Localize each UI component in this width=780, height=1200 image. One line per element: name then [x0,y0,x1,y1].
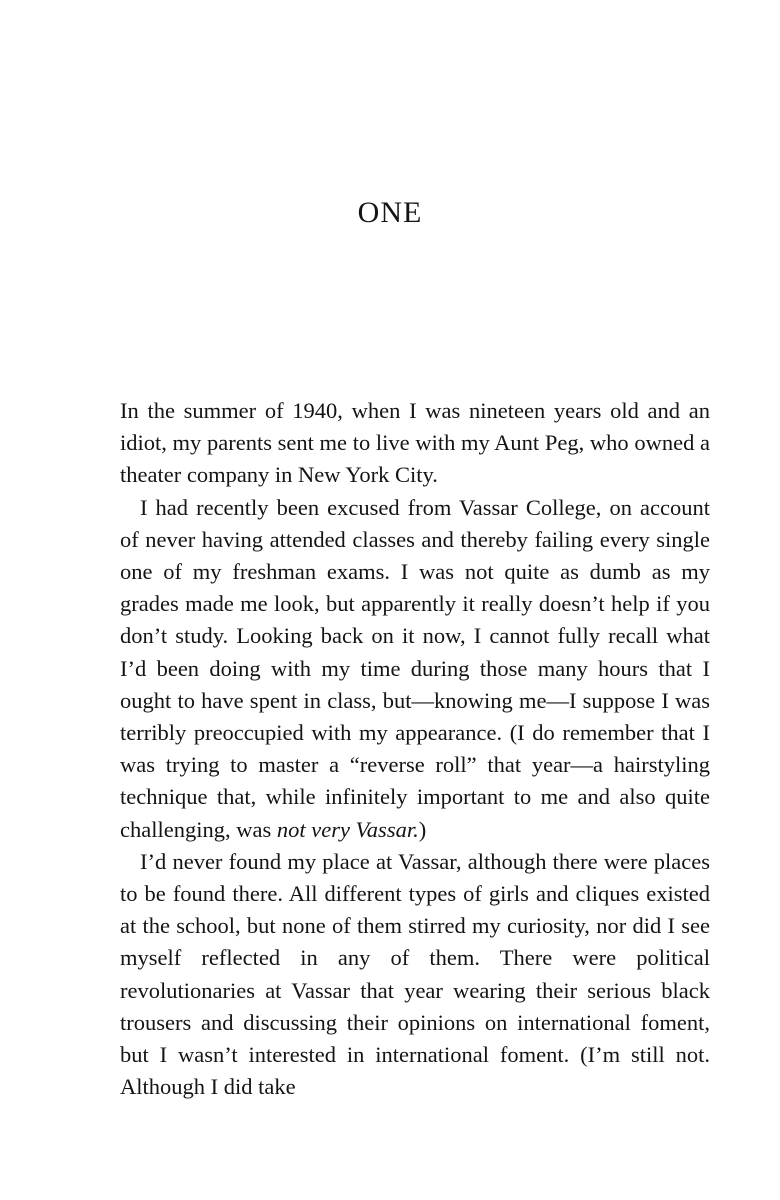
chapter-body [120,395,710,1103]
italic-emphasis: not very Vassar. [276,816,419,842]
paragraph-1: In the summer of 1940, when I was nineteen years old and an idiot, my parents sent me to live with my Aunt Peg, who owned a theater company in New York City. [120,398,710,488]
chapter-title: ONE [357,196,423,229]
paragraph-3: I’d never found my place at Vassar, although there were places to be found there. All different types of girls and cliques existed at the school, but none of them stirred my curiosity, nor did I see myself reflected in any of them. There were political revolutionaries at Vassar that year wearing their serious black trousers and discussing their opinions on international foment, but I wasn’t interested in international foment. (I’m still not. Although I did take [120,848,710,1100]
paragraph-2-text: I had recently been excused from Vassar College, on account of never having attended classes and thereby failing every single one of my freshman exams. I was not quite as dumb as my grades made me look, but apparently it really doesn’t help if you don’t study. Looking back on it now, I cannot fully recall what I’d been doing with my time during those many hours that I ought to have spent in class, but—knowing me—I suppose I was terribly preoccupied with my appearance. (I do remember that I was trying to master a “reverse roll” that year—a hairstyling technique that, while infinitely important to me and also quite challenging, was [120,494,710,842]
paragraph-2 [120,492,710,846]
paragraph-2-closing: ) [418,816,427,842]
